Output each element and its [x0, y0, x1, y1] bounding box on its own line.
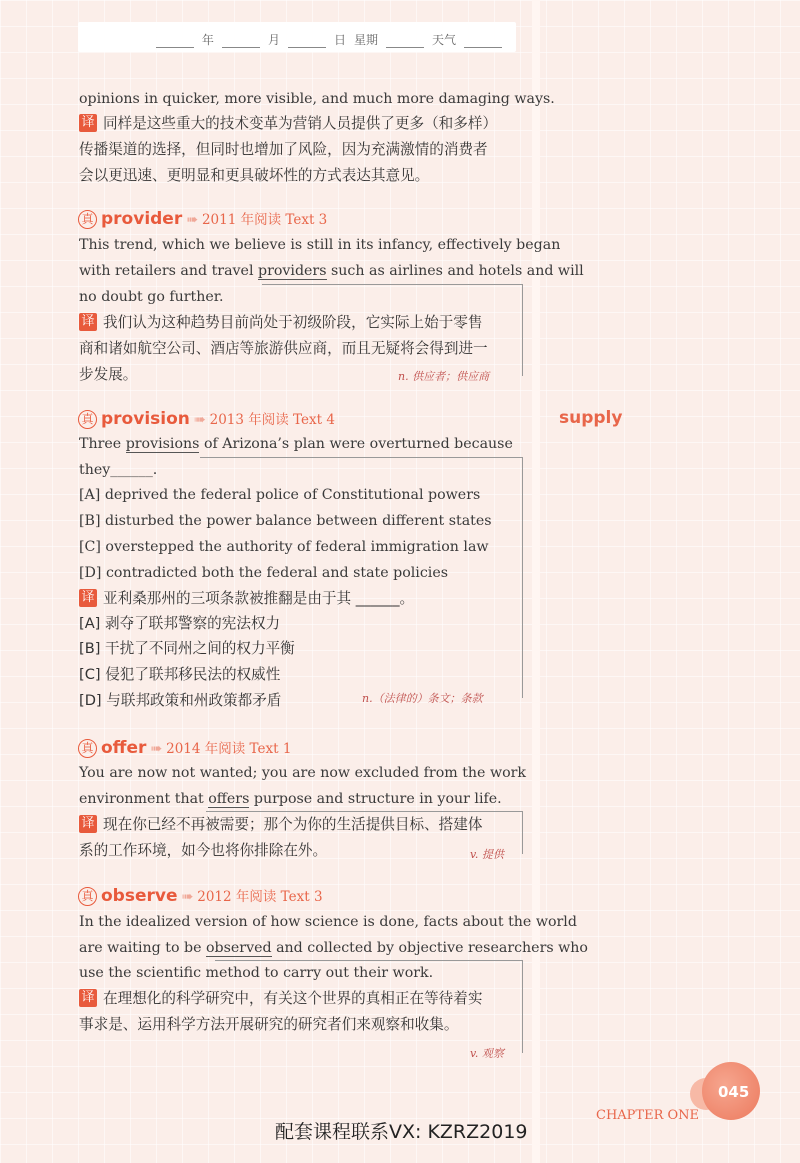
weekday-label: 星期 — [353, 33, 378, 47]
provision-option-c: [C] overstepped the authority of federal immigration law — [79, 539, 489, 555]
side-note-supply: supply — [559, 408, 623, 428]
provision-translation-b: [B] 干扰了不同州之间的权力平衡 — [79, 640, 295, 657]
provision-translation-d: [D] 与联邦政策和州政策都矛盾 — [79, 692, 282, 709]
arrow-icon: ➠ — [150, 741, 163, 757]
translation-tag: 译 — [79, 815, 97, 833]
translation-tag: 译 — [79, 313, 97, 331]
source-label: 2011 年阅读 Text 3 — [201, 212, 328, 228]
observe-english-line-3: use the scientific method to carry out their work. — [79, 965, 434, 981]
day-blank — [288, 35, 326, 48]
day-label: 日 — [333, 33, 346, 47]
translation-tag: 译 — [79, 114, 97, 132]
intro-english-tail: opinions in quicker, more visible, and much more damaging ways. — [79, 91, 555, 107]
observe-translation-line-1: 译 在理想化的科学研究中，有关这个世界的真相正在等待着实 — [79, 986, 482, 1012]
headword: observe — [101, 886, 178, 906]
page-number: 045 — [718, 1083, 750, 1101]
observe-translation-line-2: 事求是、运用科学方法开展研究的研究者们来观察和收集。 — [79, 1016, 459, 1033]
headword: provider — [101, 209, 183, 229]
year-label: 年 — [201, 33, 214, 47]
source-label: 2014 年阅读 Text 1 — [166, 741, 292, 757]
provider-translation-line-1: 译 我们认为这种趋势目前尚处于初级阶段，它实际上始于零售 — [79, 310, 482, 336]
month-blank — [222, 35, 260, 48]
weather-blank — [464, 35, 502, 48]
offer-translation-line-1: 译 现在你已经不再被需要；那个为你的生活提供目标、搭建体 — [79, 812, 482, 838]
highlighted-word: observed — [206, 940, 272, 956]
provider-gloss: n. 供应者；供应商 — [398, 370, 490, 383]
provision-gloss: n.（法律的）条文；条款 — [362, 692, 483, 705]
exam-mark-icon: 真 — [78, 887, 97, 906]
intro-translation-line-3: 会以更迅速、更明显和更具破坏性的方式表达其意见。 — [79, 167, 430, 184]
provision-translation-question: 译 亚利桑那州的三项条款被推翻是由于其 ______。 — [79, 586, 414, 612]
provider-english-line-3: no doubt go further. — [79, 289, 224, 305]
provider-english-line-2: with retailers and travel providers such as airlines and hotels and will — [79, 263, 584, 279]
headword: provision — [101, 409, 190, 429]
provider-translation-line-2: 商和诸如航空公司、酒店等旅游供应商，而且无疑将会得到进一 — [79, 340, 488, 357]
chapter-label: CHAPTER ONE — [596, 1108, 700, 1123]
footer-watermark: 配套课程联系VX: KZRZ2019 — [275, 1121, 528, 1143]
offer-translation-line-2: 系的工作环境，如今也将你排除在外。 — [79, 842, 328, 859]
translation-tag: 译 — [79, 589, 97, 607]
entry-offer-heading — [78, 737, 291, 758]
arrow-icon: ➠ — [186, 212, 198, 228]
exam-mark-icon: 真 — [78, 739, 97, 758]
provision-option-a: [A] deprived the federal police of Constitutional powers — [79, 487, 481, 503]
provider-english-line-1: This trend, which we believe is still in its infancy, effectively began — [79, 237, 561, 253]
weather-label: 天气 — [431, 33, 456, 47]
provision-english-line-1: Three provisions of Arizona’s plan were overturned because — [79, 436, 513, 452]
entry-observe-heading — [78, 885, 323, 906]
source-label: 2012 年阅读 Text 3 — [197, 889, 323, 905]
entry-provision-heading — [78, 408, 335, 429]
highlighted-word: provisions — [125, 436, 200, 452]
intro-translation-line-1: 译 同样是这些重大的技术变革为营销人员提供了更多（和多样） — [79, 111, 497, 137]
highlighted-word: providers — [258, 263, 327, 279]
exam-mark-icon: 真 — [78, 410, 97, 429]
provision-translation-c: [C] 侵犯了联邦移民法的权威性 — [79, 666, 281, 683]
entry-provider-heading — [78, 208, 327, 229]
translation-tag: 译 — [79, 989, 97, 1007]
provider-translation-line-3: 步发展。 — [79, 366, 138, 383]
provision-english-line-2: they______. — [79, 462, 158, 478]
offer-english-line-1: You are now not wanted; you are now excluded from the work — [79, 765, 527, 781]
observe-english-line-2: are waiting to be observed and collected by objective researchers who — [79, 940, 588, 956]
observe-english-line-1: In the idealized version of how science is done, facts about the world — [79, 914, 577, 930]
month-label: 月 — [267, 33, 280, 47]
intro-translation-line-2: 传播渠道的选择，但同时也增加了风险，因为充满激情的消费者 — [79, 141, 488, 158]
offer-gloss: v. 提供 — [470, 848, 504, 861]
provision-translation-a: [A] 剥夺了联邦警察的宪法权力 — [79, 615, 281, 632]
provision-option-d: [D] contradicted both the federal and state policies — [79, 565, 448, 581]
arrow-icon: ➠ — [193, 412, 206, 428]
exam-mark-icon: 真 — [78, 210, 97, 229]
highlighted-word: offers — [208, 791, 250, 807]
offer-english-line-2: environment that offers purpose and structure in your life. — [79, 791, 502, 807]
year-blank — [156, 35, 194, 48]
source-label: 2013 年阅读 Text 4 — [209, 412, 335, 428]
date-header — [78, 22, 516, 52]
observe-gloss: v. 观察 — [470, 1047, 504, 1060]
provision-option-b: [B] disturbed the power balance between different states — [79, 513, 492, 529]
headword: offer — [101, 738, 147, 758]
column-divider — [532, 0, 540, 1163]
weekday-blank — [386, 35, 424, 48]
arrow-icon: ➠ — [181, 889, 194, 905]
